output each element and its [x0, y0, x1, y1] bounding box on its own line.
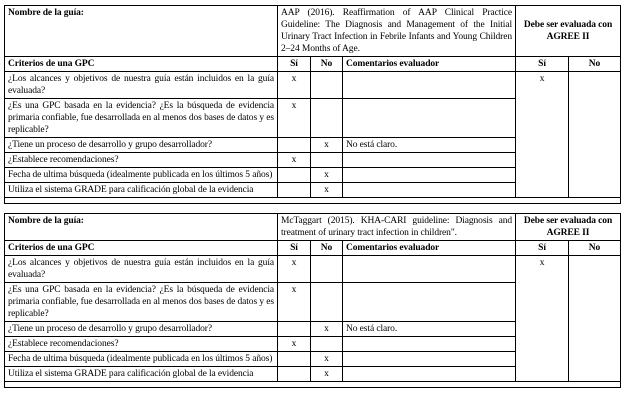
- comment-cell: [343, 367, 516, 382]
- guideline-title: AAP (2016). Reaffirmation of AAP Clinical Practice Guideline: The Diagnosis and Management of the Initial Urinary Tract Infection in Febrile Infants and Young Children 2–24 Months of Age.: [278, 6, 516, 57]
- criterion-text: Utiliza el sistema GRADE para calificación global de la evidencia: [5, 183, 278, 198]
- guideline-header-row: [5, 6, 621, 57]
- comment-cell: No está claro.: [343, 322, 516, 337]
- no-mark: [311, 99, 343, 138]
- criterion-text: Fecha de ultima búsqueda (idealmente publicada en los últimos 5 años): [5, 168, 278, 183]
- guideline-name-label: Nombre de la guía:: [5, 214, 278, 241]
- guideline-header-row: [5, 214, 621, 241]
- no-column-header: No: [311, 241, 343, 256]
- si-mark: x: [278, 256, 311, 283]
- comment-cell: [343, 99, 516, 138]
- si-mark: x: [278, 72, 311, 99]
- no-mark: x: [311, 352, 343, 367]
- comment-cell: [343, 183, 516, 198]
- comment-cell: [343, 168, 516, 183]
- agree-no-mark: [569, 72, 621, 198]
- si-mark: x: [278, 337, 311, 352]
- si-column-header: Sí: [278, 57, 311, 72]
- si-mark: x: [278, 283, 311, 322]
- criterion-row: [5, 72, 621, 99]
- no-mark: x: [311, 168, 343, 183]
- comment-cell: [343, 352, 516, 367]
- criterion-text: ¿Establece recomendaciones?: [5, 337, 278, 352]
- si-mark: x: [278, 153, 311, 168]
- no-column-header: No: [311, 57, 343, 72]
- criterion-text: Fecha de ultima búsqueda (idealmente publicada en los últimos 5 años): [5, 352, 278, 367]
- comment-cell: No está claro.: [343, 138, 516, 153]
- agree-header: Debe ser evaluada con AGREE II: [516, 214, 621, 241]
- agree-header: Debe ser evaluada con AGREE II: [516, 6, 621, 57]
- agree-si-mark: x: [516, 256, 569, 382]
- spacer-cell: [5, 198, 621, 204]
- criterion-text: ¿Los alcances y objetivos de nuestra guía están incluidos en la guía evaluada?: [5, 256, 278, 283]
- no-mark: [311, 72, 343, 99]
- column-header-row: [5, 241, 621, 256]
- criteria-header: Criterios de una GPC: [5, 241, 278, 256]
- criterion-text: ¿Los alcances y objetivos de nuestra guía están incluidos en la guía evaluada?: [5, 72, 278, 99]
- criterion-text: Utiliza el sistema GRADE para calificación global de la evidencia: [5, 367, 278, 382]
- si-mark: [278, 352, 311, 367]
- criteria-header: Criterios de una GPC: [5, 57, 278, 72]
- agree-no-column-header: No: [569, 57, 621, 72]
- guideline-table-1: [4, 5, 621, 204]
- comment-cell: [343, 256, 516, 283]
- no-mark: [311, 283, 343, 322]
- guideline-table-2: [4, 213, 621, 388]
- agree-si-column-header: Sí: [516, 241, 569, 256]
- agree-no-column-header: No: [569, 241, 621, 256]
- si-column-header: Sí: [278, 241, 311, 256]
- comment-cell: [343, 283, 516, 322]
- si-mark: [278, 322, 311, 337]
- comment-cell: [343, 72, 516, 99]
- no-mark: x: [311, 183, 343, 198]
- spacer-row: [5, 198, 621, 204]
- si-mark: [278, 183, 311, 198]
- no-mark: [311, 337, 343, 352]
- no-mark: x: [311, 138, 343, 153]
- si-mark: [278, 168, 311, 183]
- no-mark: x: [311, 367, 343, 382]
- spacer-row: [5, 382, 621, 388]
- agree-no-mark: [569, 256, 621, 382]
- criterion-text: ¿Es una GPC basada en la evidencia? ¿Es la búsqueda de evidencia primaria confiable, fue desarrollada en al menos dos bases de datos y es replicable?: [5, 99, 278, 138]
- criterion-text: ¿Es una GPC basada en la evidencia? ¿Es la búsqueda de evidencia primaria confiable, fue desarrollada en al menos dos bases de datos y es replicable?: [5, 283, 278, 322]
- guideline-name-label: Nombre de la guía:: [5, 6, 278, 57]
- criterion-text: ¿Tiene un proceso de desarrollo y grupo desarrollador?: [5, 138, 278, 153]
- si-mark: x: [278, 99, 311, 138]
- no-mark: [311, 256, 343, 283]
- comments-column-header: Comentarios evaluador: [343, 57, 516, 72]
- no-mark: x: [311, 322, 343, 337]
- spacer-cell: [5, 382, 621, 388]
- si-mark: [278, 138, 311, 153]
- comment-cell: [343, 337, 516, 352]
- criterion-row: [5, 256, 621, 283]
- criterion-text: ¿Tiene un proceso de desarrollo y grupo desarrollador?: [5, 322, 278, 337]
- agree-si-mark: x: [516, 72, 569, 198]
- criterion-text: ¿Establece recomendaciones?: [5, 153, 278, 168]
- no-mark: [311, 153, 343, 168]
- guideline-title: McTaggart (2015). KHA-CARI guideline: Diagnosis and treatment of urinary tract infection in children".: [278, 214, 516, 241]
- agree-si-column-header: Sí: [516, 57, 569, 72]
- si-mark: [278, 367, 311, 382]
- comments-column-header: Comentarios evaluador: [343, 241, 516, 256]
- comment-cell: [343, 153, 516, 168]
- column-header-row: [5, 57, 621, 72]
